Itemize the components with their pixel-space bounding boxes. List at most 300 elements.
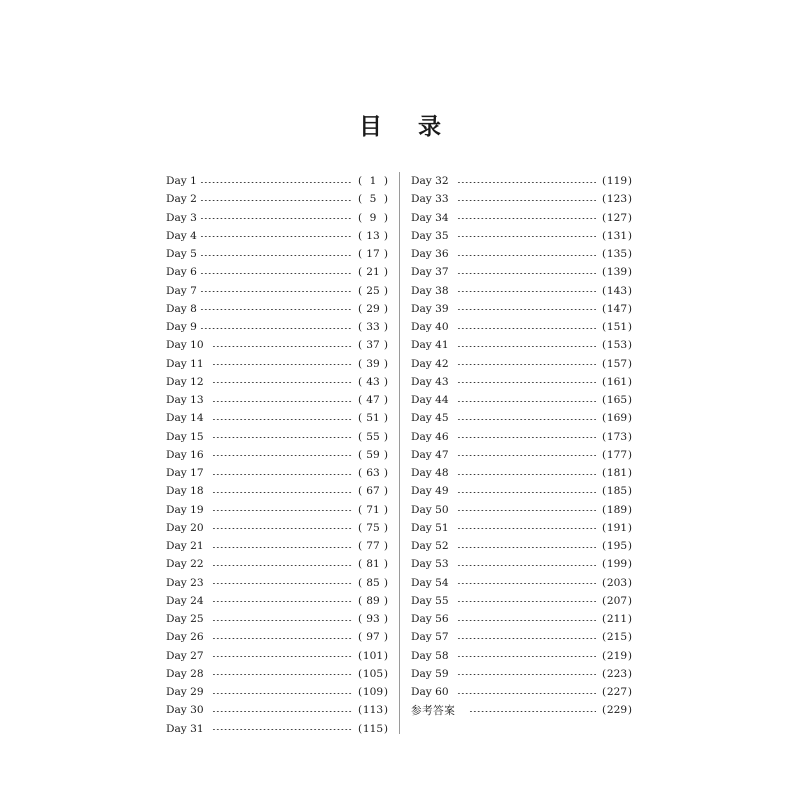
toc-entry-label: Day 31	[166, 722, 204, 735]
toc-entry-label: Day 16	[166, 448, 204, 461]
dot-leader	[457, 401, 596, 402]
dot-leader	[212, 455, 352, 456]
toc-entry-label: Day 32	[411, 175, 449, 188]
toc-entry-label: Day 38	[411, 284, 449, 297]
toc-entry[interactable]	[411, 555, 632, 573]
toc-entry-label: Day 1	[166, 175, 197, 188]
page-number: 101	[362, 649, 384, 662]
toc-entry-label: Day 29	[166, 686, 204, 699]
dot-leader	[457, 620, 596, 621]
toc-entry-label: Day 37	[411, 266, 449, 279]
page-number: 135	[606, 248, 628, 261]
toc-entry[interactable]	[411, 300, 632, 318]
toc-entry-label: 参考答案	[411, 704, 456, 717]
toc-entry-label: Day 42	[411, 357, 449, 370]
toc-entry-page: ( 1 )	[358, 175, 388, 188]
toc-entry-label: Day 58	[411, 649, 449, 662]
toc-entry-page: ( 17 )	[358, 248, 388, 261]
dot-leader	[200, 236, 352, 237]
page-number: 199	[606, 558, 628, 571]
toc-entry[interactable]	[411, 190, 632, 208]
toc-entry-label: Day 43	[411, 375, 449, 388]
toc-entry[interactable]	[166, 409, 388, 427]
dot-leader	[469, 711, 596, 712]
toc-entry-page: ( 191 )	[602, 521, 632, 534]
toc-entry-page: ( 81 )	[358, 558, 388, 571]
page-number: 195	[606, 540, 628, 553]
toc-entry[interactable]	[166, 519, 388, 537]
dot-leader	[212, 729, 352, 730]
toc-entry-label: Day 47	[411, 448, 449, 461]
toc-entry-label: Day 19	[166, 503, 204, 516]
toc-entry[interactable]	[166, 683, 388, 701]
page-number: 1	[369, 175, 377, 188]
toc-entry-label: Day 4	[166, 229, 197, 242]
dot-leader	[457, 656, 596, 657]
dot-leader	[457, 273, 596, 274]
toc-entry-label: Day 53	[411, 558, 449, 571]
toc-entry[interactable]	[411, 574, 632, 592]
toc-entry-label: Day 41	[411, 339, 449, 352]
toc-entry[interactable]	[411, 373, 632, 391]
page-number: 51	[366, 412, 380, 425]
dot-leader	[457, 291, 596, 292]
toc-entry-page: ( 47 )	[358, 394, 388, 407]
toc-entry[interactable]	[166, 720, 388, 738]
dot-leader	[212, 638, 352, 639]
toc-entry-label: Day 9	[166, 321, 197, 334]
dot-leader	[212, 510, 352, 511]
page-number: 67	[366, 485, 380, 498]
toc-entry-label: Day 35	[411, 229, 449, 242]
toc-entry[interactable]	[411, 355, 632, 373]
page-number: 219	[606, 649, 628, 662]
toc-entry-page: ( 157 )	[602, 357, 632, 370]
dot-leader	[457, 693, 596, 694]
toc-entry-page: ( 77 )	[358, 540, 388, 553]
toc-entry-page: ( 75 )	[358, 521, 388, 534]
toc-entry-label: Day 12	[166, 375, 204, 388]
toc-entry[interactable]	[411, 209, 632, 227]
dot-leader	[212, 656, 352, 657]
page-number: 59	[366, 448, 380, 461]
toc-entry[interactable]	[166, 263, 388, 281]
toc-entry[interactable]	[166, 701, 388, 719]
toc-entry-page: ( 63 )	[358, 467, 388, 480]
toc-entry-label: Day 50	[411, 503, 449, 516]
toc-entry-label: Day 39	[411, 302, 449, 315]
toc-entry-page: ( 207 )	[602, 594, 632, 607]
toc-entry[interactable]	[411, 391, 632, 409]
toc-entry[interactable]	[166, 373, 388, 391]
toc-entry[interactable]	[166, 245, 388, 263]
dot-leader	[457, 236, 596, 237]
toc-entry-page: ( 151 )	[602, 321, 632, 334]
page-number: 165	[606, 394, 628, 407]
toc-entry-label: Day 51	[411, 521, 449, 534]
toc-entry-page: ( 135 )	[602, 248, 632, 261]
dot-leader	[457, 583, 596, 584]
toc-entry-label: Day 30	[166, 704, 204, 717]
toc-entry-page: ( 119 )	[602, 175, 632, 188]
toc-entry-page: ( 21 )	[358, 266, 388, 279]
toc-entry[interactable]	[166, 318, 388, 336]
page-number: 207	[606, 594, 628, 607]
toc-entry[interactable]	[166, 282, 388, 300]
toc-entry-label: Day 56	[411, 613, 449, 626]
toc-entry[interactable]	[411, 647, 632, 665]
toc-entry-label: Day 17	[166, 467, 204, 480]
toc-entry-page: ( 189 )	[602, 503, 632, 516]
dot-leader	[457, 364, 596, 365]
toc-entry[interactable]	[166, 501, 388, 519]
dot-leader	[457, 492, 596, 493]
dot-leader	[212, 620, 352, 621]
dot-leader	[212, 711, 352, 712]
toc-entry[interactable]	[166, 464, 388, 482]
toc-entry[interactable]	[166, 336, 388, 354]
dot-leader	[457, 346, 596, 347]
page-number: 153	[606, 339, 628, 352]
page-number: 55	[366, 430, 380, 443]
toc-entry-label: Day 44	[411, 394, 449, 407]
page-number: 169	[606, 412, 628, 425]
toc-entry-label: Day 24	[166, 594, 204, 607]
toc-entry-page: ( 127 )	[602, 211, 632, 224]
page-number: 223	[606, 667, 628, 680]
toc-entry-page: ( 161 )	[602, 375, 632, 388]
toc-entry[interactable]	[166, 574, 388, 592]
toc-entry-page: ( 43 )	[358, 375, 388, 388]
page-number: 123	[606, 193, 628, 206]
dot-leader	[212, 346, 352, 347]
toc-entry-label: Day 52	[411, 540, 449, 553]
toc-entry[interactable]	[411, 665, 632, 683]
toc-entry-page: ( 123 )	[602, 193, 632, 206]
toc-entry-label: Day 57	[411, 631, 449, 644]
page-number: 9	[369, 211, 377, 224]
toc-entry[interactable]	[411, 409, 632, 427]
toc-entry[interactable]	[411, 172, 632, 190]
page-number: 131	[606, 229, 628, 242]
dot-leader	[200, 291, 352, 292]
toc-entry-label: Day 11	[166, 357, 204, 370]
page-number: 89	[366, 594, 380, 607]
page-number: 47	[366, 394, 380, 407]
page-number: 77	[366, 540, 380, 553]
toc-entry[interactable]	[411, 464, 632, 482]
toc-entry-label: Day 10	[166, 339, 204, 352]
toc-entry-page: ( 211 )	[602, 613, 632, 626]
toc-entry-label: Day 26	[166, 631, 204, 644]
toc-entry-label: Day 46	[411, 430, 449, 443]
toc-entry-label: Day 27	[166, 649, 204, 662]
toc-entry-page: ( 115 )	[358, 722, 388, 735]
toc-entry-page: ( 215 )	[602, 631, 632, 644]
toc-entry[interactable]	[411, 592, 632, 610]
dot-leader	[457, 528, 596, 529]
dot-leader	[457, 255, 596, 256]
page-number: 127	[606, 211, 628, 224]
toc-entry-page: ( 195 )	[602, 540, 632, 553]
dot-leader	[457, 309, 596, 310]
toc-entry-page: ( 131 )	[602, 229, 632, 242]
page-number: 33	[366, 321, 380, 334]
toc-entry-page: ( 165 )	[602, 394, 632, 407]
dot-leader	[200, 328, 352, 329]
toc-entry[interactable]	[411, 537, 632, 555]
dot-leader	[212, 382, 352, 383]
toc-entry-label: Day 21	[166, 540, 204, 553]
toc-entry-page: ( 25 )	[358, 284, 388, 297]
dot-leader	[457, 328, 596, 329]
toc-entry[interactable]	[411, 227, 632, 245]
dot-leader	[212, 693, 352, 694]
toc-entry[interactable]	[411, 428, 632, 446]
toc-entry[interactable]	[411, 318, 632, 336]
dot-leader	[212, 583, 352, 584]
toc-entry-page: ( 67 )	[358, 485, 388, 498]
dot-leader	[200, 273, 352, 274]
toc-entry-label: Day 3	[166, 211, 197, 224]
toc-entry-label: Day 34	[411, 211, 449, 224]
dot-leader	[200, 255, 352, 256]
toc-entry-label: Day 48	[411, 467, 449, 480]
toc-entry[interactable]	[411, 701, 632, 719]
toc-entry-label: Day 28	[166, 667, 204, 680]
page-number: 43	[366, 375, 380, 388]
toc-entry-page: ( 229 )	[602, 704, 632, 717]
toc-entry[interactable]	[166, 628, 388, 646]
toc-entry-label: Day 36	[411, 248, 449, 261]
page-number: 189	[606, 503, 628, 516]
toc-entry-page: ( 13 )	[358, 229, 388, 242]
page-number: 37	[366, 339, 380, 352]
dot-leader	[457, 200, 596, 201]
page-number: 143	[606, 284, 628, 297]
dot-leader	[212, 674, 352, 675]
toc-entry[interactable]	[166, 446, 388, 464]
toc-entry-page: ( 223 )	[602, 667, 632, 680]
dot-leader	[200, 182, 352, 183]
toc-entry[interactable]	[411, 628, 632, 646]
page-number: 229	[606, 704, 628, 717]
toc-entry-page: ( 37 )	[358, 339, 388, 352]
toc-entry[interactable]	[166, 555, 388, 573]
dot-leader	[200, 218, 352, 219]
toc-left-column	[166, 172, 388, 738]
dot-leader	[457, 218, 596, 219]
toc-entry-label: Day 7	[166, 284, 197, 297]
toc-entry-label: Day 49	[411, 485, 449, 498]
toc-entry-page: ( 97 )	[358, 631, 388, 644]
dot-leader	[457, 601, 596, 602]
page-number: 157	[606, 357, 628, 370]
dot-leader	[457, 437, 596, 438]
toc-entry[interactable]	[166, 610, 388, 628]
toc-entry-page: ( 199 )	[602, 558, 632, 571]
page-number: 85	[366, 576, 380, 589]
toc-entry[interactable]	[411, 519, 632, 537]
dot-leader	[457, 419, 596, 420]
toc-entry-page: ( 169 )	[602, 412, 632, 425]
page-number: 93	[366, 613, 380, 626]
toc-entry-page: ( 139 )	[602, 266, 632, 279]
page-number: 181	[606, 467, 628, 480]
page-number: 113	[362, 704, 384, 717]
toc-entry[interactable]	[411, 263, 632, 281]
toc-entry[interactable]	[411, 501, 632, 519]
toc-entry-label: Day 8	[166, 302, 197, 315]
page-number: 17	[366, 248, 380, 261]
toc-entry-page: ( 185 )	[602, 485, 632, 498]
dot-leader	[212, 364, 352, 365]
toc-entry-page: ( 85 )	[358, 576, 388, 589]
dot-leader	[212, 601, 352, 602]
page-number: 39	[366, 357, 380, 370]
toc-entry[interactable]	[166, 391, 388, 409]
page-number: 177	[606, 448, 628, 461]
toc-entry[interactable]	[411, 683, 632, 701]
dot-leader	[457, 565, 596, 566]
page-number: 97	[366, 631, 380, 644]
page-number: 215	[606, 631, 628, 644]
page-number: 105	[362, 667, 384, 680]
toc-entry-page: ( 9 )	[358, 211, 388, 224]
toc-entry-page: ( 181 )	[602, 467, 632, 480]
page-number: 13	[366, 229, 380, 242]
dot-leader	[457, 182, 596, 183]
page-title: 目 录	[358, 114, 455, 140]
toc-entry[interactable]	[411, 446, 632, 464]
page-number: 21	[366, 266, 380, 279]
toc-entry[interactable]	[411, 245, 632, 263]
dot-leader	[457, 547, 596, 548]
toc-entry[interactable]	[166, 209, 388, 227]
toc-entry-page: ( 153 )	[602, 339, 632, 352]
toc-entry-page: ( 39 )	[358, 357, 388, 370]
toc-entry[interactable]	[166, 592, 388, 610]
dot-leader	[200, 200, 352, 201]
toc-entry[interactable]	[411, 482, 632, 500]
toc-entry-label: Day 23	[166, 576, 204, 589]
page-number: 151	[606, 321, 628, 334]
page-number: 147	[606, 302, 628, 315]
toc-entry-label: Day 13	[166, 394, 204, 407]
page-number: 161	[606, 375, 628, 388]
page-number: 115	[362, 722, 384, 735]
toc-entry-page: ( 71 )	[358, 503, 388, 516]
dot-leader	[212, 401, 352, 402]
toc-entry[interactable]	[166, 227, 388, 245]
column-divider	[399, 172, 400, 734]
page-number: 63	[366, 467, 380, 480]
toc-entry[interactable]	[411, 282, 632, 300]
dot-leader	[212, 547, 352, 548]
dot-leader	[212, 437, 352, 438]
toc-right-column	[411, 172, 632, 720]
page-number: 227	[606, 686, 628, 699]
toc-entry-label: Day 22	[166, 558, 204, 571]
toc-entry-label: Day 20	[166, 521, 204, 534]
dot-leader	[457, 382, 596, 383]
toc-entry-page: ( 51 )	[358, 412, 388, 425]
toc-entry-page: ( 219 )	[602, 649, 632, 662]
toc-entry-page: ( 89 )	[358, 594, 388, 607]
toc-entry-label: Day 60	[411, 686, 449, 699]
toc-entry[interactable]	[166, 355, 388, 373]
toc-entry[interactable]	[166, 482, 388, 500]
toc-entry[interactable]	[166, 300, 388, 318]
toc-entry[interactable]	[166, 190, 388, 208]
toc-entry-label: Day 33	[411, 193, 449, 206]
toc-entry-label: Day 2	[166, 193, 197, 206]
toc-entry-page: ( 173 )	[602, 430, 632, 443]
page-number: 119	[606, 175, 628, 188]
page-number: 25	[366, 284, 380, 297]
dot-leader	[457, 455, 596, 456]
toc-entry-label: Day 55	[411, 594, 449, 607]
toc-entry-page: ( 55 )	[358, 430, 388, 443]
toc-entry[interactable]	[166, 172, 388, 190]
dot-leader	[457, 638, 596, 639]
dot-leader	[457, 674, 596, 675]
dot-leader	[200, 309, 352, 310]
toc-entry[interactable]	[411, 336, 632, 354]
toc-entry-label: Day 59	[411, 667, 449, 680]
toc-entry-page: ( 59 )	[358, 448, 388, 461]
toc-entry-label: Day 14	[166, 412, 204, 425]
toc-entry-page: ( 93 )	[358, 613, 388, 626]
toc-entry-page: ( 113 )	[358, 704, 388, 717]
dot-leader	[212, 528, 352, 529]
toc-entry[interactable]	[166, 647, 388, 665]
toc-entry-page: ( 143 )	[602, 284, 632, 297]
toc-entry-page: ( 101 )	[358, 649, 388, 662]
toc-entry-label: Day 25	[166, 613, 204, 626]
toc-entry[interactable]	[166, 665, 388, 683]
page-number: 5	[369, 193, 377, 206]
page-number: 173	[606, 430, 628, 443]
toc-entry-page: ( 33 )	[358, 321, 388, 334]
dot-leader	[212, 474, 352, 475]
page-number: 139	[606, 266, 628, 279]
dot-leader	[212, 419, 352, 420]
dot-leader	[212, 492, 352, 493]
page-number: 185	[606, 485, 628, 498]
toc-entry-page: ( 147 )	[602, 302, 632, 315]
page-number: 203	[606, 576, 628, 589]
page-number: 75	[366, 521, 380, 534]
dot-leader	[457, 474, 596, 475]
dot-leader	[457, 510, 596, 511]
page-number: 191	[606, 521, 628, 534]
toc-entry[interactable]	[166, 428, 388, 446]
toc-entry-label: Day 40	[411, 321, 449, 334]
toc-entry[interactable]	[411, 610, 632, 628]
page-number: 81	[366, 558, 380, 571]
page-number: 29	[366, 302, 380, 315]
page-number: 211	[606, 613, 628, 626]
toc-entry-label: Day 15	[166, 430, 204, 443]
toc-entry[interactable]	[166, 537, 388, 555]
toc-entry-page: ( 5 )	[358, 193, 388, 206]
toc-entry-label: Day 18	[166, 485, 204, 498]
page-number: 71	[366, 503, 380, 516]
toc-entry-page: ( 29 )	[358, 302, 388, 315]
toc-entry-page: ( 203 )	[602, 576, 632, 589]
toc-entry-label: Day 45	[411, 412, 449, 425]
